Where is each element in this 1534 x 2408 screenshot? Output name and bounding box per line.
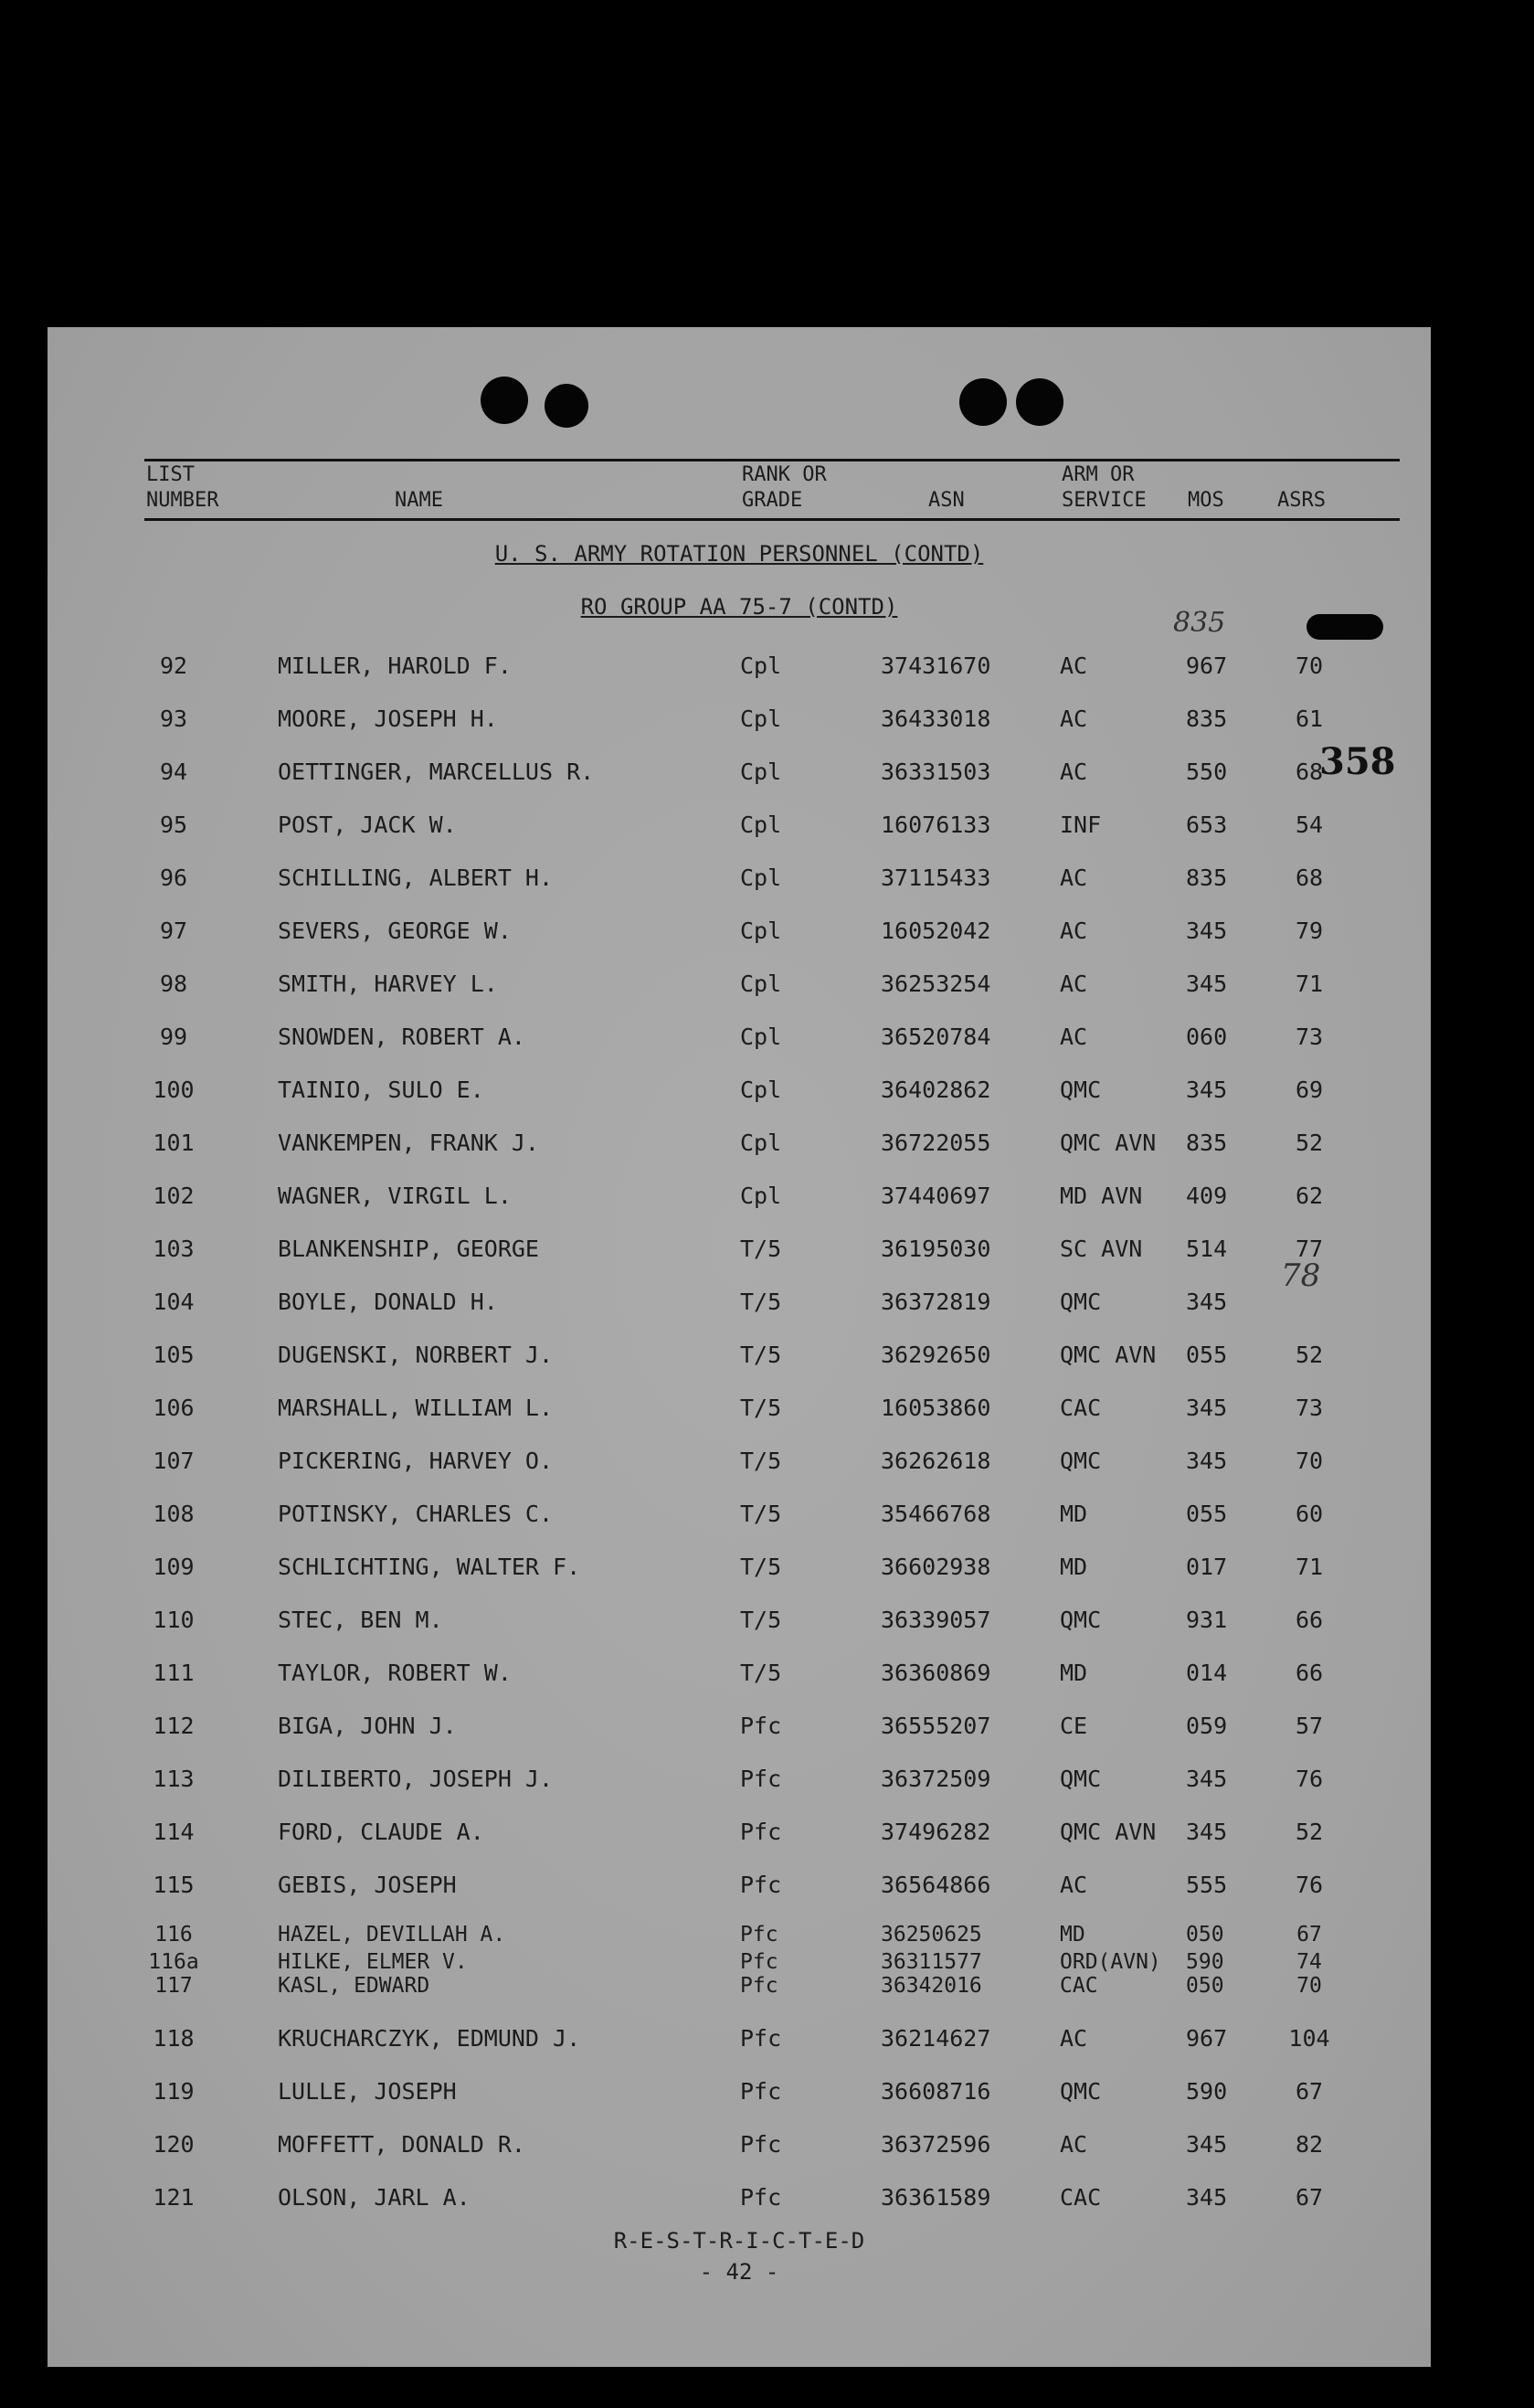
table-row — [48, 1923, 1431, 1952]
punch-hole — [959, 378, 1007, 426]
section-title: U. S. ARMY ROTATION PERSONNEL (CONTD) — [494, 541, 984, 567]
cell-num: 101 — [153, 1130, 195, 1156]
cell-asn: 16053860 — [881, 1395, 991, 1421]
cell-rank: Pfc — [740, 1950, 778, 1974]
cell-name: SMITH, HARVEY L. — [278, 971, 498, 997]
cell-arm: QMC AVN — [1060, 1819, 1157, 1845]
cell-name: SNOWDEN, ROBERT A. — [278, 1024, 525, 1050]
cell-rank: Cpl — [740, 812, 782, 838]
cell-mos: 345 — [1186, 1289, 1228, 1315]
cell-arm: CAC — [1060, 1395, 1102, 1421]
handwritten-mos-correction: 835 — [1173, 607, 1226, 639]
cell-arm: AC — [1060, 1872, 1088, 1898]
group-title: RO GROUP AA 75-7 (CONTD) — [580, 594, 898, 620]
cell-num: 113 — [153, 1766, 195, 1792]
cell-arm: MD — [1060, 1660, 1088, 1686]
cell-asrs: 76 — [1295, 1766, 1324, 1792]
cell-arm: CE — [1060, 1713, 1088, 1739]
cell-rank: Cpl — [740, 652, 782, 679]
cell-rank: Cpl — [740, 971, 782, 997]
cell-arm: MD — [1060, 1923, 1085, 1947]
redaction-mark — [1307, 614, 1383, 640]
cell-name: LULLE, JOSEPH — [278, 2078, 457, 2105]
cell-mos: 345 — [1186, 2131, 1228, 2158]
header-list-number-2: NUMBER — [146, 489, 219, 512]
table-row — [48, 1077, 1431, 1106]
cell-rank: T/5 — [740, 1395, 782, 1421]
cell-rank: Pfc — [740, 1872, 782, 1898]
cell-asn: 35466768 — [881, 1501, 991, 1527]
table-row — [48, 918, 1431, 947]
cell-arm: QMC AVN — [1060, 1130, 1157, 1156]
cell-arm: MD AVN — [1060, 1183, 1143, 1209]
cell-num: 94 — [159, 758, 188, 785]
cell-asn: 36195030 — [881, 1236, 991, 1262]
table-row — [48, 1974, 1431, 2003]
cell-rank: Pfc — [740, 2078, 782, 2105]
cell-rank: Cpl — [740, 1077, 782, 1103]
cell-arm: QMC — [1060, 1607, 1102, 1633]
table-row — [48, 1130, 1431, 1159]
cell-rank: T/5 — [740, 1607, 782, 1633]
cell-name: FORD, CLAUDE A. — [278, 1819, 484, 1845]
cell-asn: 36402862 — [881, 1077, 991, 1103]
cell-num: 118 — [153, 2025, 195, 2052]
cell-rank: T/5 — [740, 1236, 782, 1262]
header-list-number-1: LIST — [146, 463, 195, 486]
cell-mos: 409 — [1186, 1183, 1228, 1209]
cell-num: 109 — [153, 1554, 195, 1580]
cell-asn: 36722055 — [881, 1130, 991, 1156]
cell-asrs: 61 — [1295, 705, 1324, 732]
cell-rank: Pfc — [740, 1974, 778, 1998]
cell-mos: 931 — [1186, 1607, 1228, 1633]
cell-arm: MD — [1060, 1554, 1088, 1580]
table-row — [48, 812, 1431, 841]
cell-mos: 967 — [1186, 2025, 1228, 2052]
cell-arm: QMC — [1060, 2078, 1102, 2105]
cell-rank: Pfc — [740, 1923, 778, 1947]
cell-asrs: 54 — [1295, 812, 1324, 838]
cell-asrs: 73 — [1295, 1395, 1324, 1421]
cell-asn: 37496282 — [881, 1819, 991, 1845]
cell-name: OETTINGER, MARCELLUS R. — [278, 758, 595, 785]
cell-asrs: 71 — [1295, 1554, 1324, 1580]
cell-num: 105 — [153, 1342, 195, 1368]
table-row — [48, 1766, 1431, 1795]
cell-name: HAZEL, DEVILLAH A. — [278, 1923, 506, 1947]
cell-mos: 590 — [1186, 2078, 1228, 2105]
cell-num: 108 — [153, 1501, 195, 1527]
cell-name: SEVERS, GEORGE W. — [278, 918, 512, 944]
cell-name: MOORE, JOSEPH H. — [278, 705, 498, 732]
handwritten-asrs-note: 78 — [1281, 1257, 1321, 1294]
table-row — [48, 1501, 1431, 1530]
cell-asn: 36608716 — [881, 2078, 991, 2105]
table-row — [48, 1448, 1431, 1477]
cell-arm: CAC — [1060, 1974, 1098, 1998]
cell-asrs: 70 — [1296, 1974, 1322, 1998]
cell-name: KRUCHARCZYK, EDMUND J. — [278, 2025, 581, 2052]
cell-mos: 059 — [1186, 1713, 1228, 1739]
cell-name: DUGENSKI, NORBERT J. — [278, 1342, 554, 1368]
cell-num: 95 — [159, 812, 188, 838]
cell-name: HILKE, ELMER V. — [278, 1950, 468, 1974]
cell-asn: 37115433 — [881, 865, 991, 891]
cell-rank: Cpl — [740, 1183, 782, 1209]
cell-num: 103 — [153, 1236, 195, 1262]
table-row — [48, 1289, 1431, 1318]
cell-num: 121 — [153, 2184, 195, 2211]
cell-name: BIGA, JOHN J. — [278, 1713, 457, 1739]
footer-page-number: - 42 - — [699, 2259, 779, 2285]
cell-mos: 555 — [1186, 1872, 1228, 1898]
cell-rank: Cpl — [740, 758, 782, 785]
table-row — [48, 2078, 1431, 2107]
cell-asrs: 66 — [1295, 1607, 1324, 1633]
cell-name: OLSON, JARL A. — [278, 2184, 471, 2211]
cell-mos: 345 — [1186, 1766, 1228, 1792]
cell-asrs: 52 — [1295, 1819, 1324, 1845]
cell-name: VANKEMPEN, FRANK J. — [278, 1130, 539, 1156]
table-row — [48, 705, 1431, 735]
cell-rank: T/5 — [740, 1448, 782, 1474]
cell-asn: 36342016 — [881, 1974, 982, 1998]
cell-num: 110 — [153, 1607, 195, 1633]
cell-asn: 37431670 — [881, 652, 991, 679]
cell-arm: MD — [1060, 1501, 1088, 1527]
cell-name: MILLER, HAROLD F. — [278, 652, 512, 679]
cell-arm: QMC — [1060, 1448, 1102, 1474]
cell-asn: 36262618 — [881, 1448, 991, 1474]
cell-asn: 16076133 — [881, 812, 991, 838]
table-row — [48, 2025, 1431, 2054]
cell-num: 100 — [153, 1077, 195, 1103]
punch-hole — [545, 384, 588, 428]
cell-asrs: 52 — [1295, 1342, 1324, 1368]
cell-asn: 36564866 — [881, 1872, 991, 1898]
header-arm-1: ARM OR — [1062, 463, 1135, 486]
table-row — [48, 1342, 1431, 1371]
cell-num: 92 — [159, 652, 188, 679]
cell-rank: Pfc — [740, 2025, 782, 2052]
cell-asn: 36520784 — [881, 1024, 991, 1050]
cell-mos: 050 — [1186, 1974, 1224, 1998]
cell-arm: AC — [1060, 918, 1088, 944]
cell-asrs: 68 — [1295, 758, 1324, 785]
cell-asrs: 66 — [1295, 1660, 1324, 1686]
cell-rank: Cpl — [740, 1130, 782, 1156]
table-row — [48, 1395, 1431, 1424]
header-name: NAME — [395, 489, 443, 512]
cell-asn: 37440697 — [881, 1183, 991, 1209]
cell-asrs: 60 — [1295, 1501, 1324, 1527]
cell-name: TAYLOR, ROBERT W. — [278, 1660, 512, 1686]
cell-mos: 967 — [1186, 652, 1228, 679]
cell-asn: 36292650 — [881, 1342, 991, 1368]
cell-num: 112 — [153, 1713, 195, 1739]
cell-arm: QMC — [1060, 1077, 1102, 1103]
cell-asrs: 68 — [1295, 865, 1324, 891]
cell-rank: Pfc — [740, 1766, 782, 1792]
cell-rank: Cpl — [740, 918, 782, 944]
cell-num: 104 — [153, 1289, 195, 1315]
footer-classification: R-E-S-T-R-I-C-T-E-D — [613, 2228, 865, 2254]
cell-arm: AC — [1060, 1024, 1088, 1050]
table-row — [48, 1872, 1431, 1901]
cell-rank: Pfc — [740, 1819, 782, 1845]
cell-asn: 36361589 — [881, 2184, 991, 2211]
cell-name: MOFFETT, DONALD R. — [278, 2131, 525, 2158]
table-row — [48, 1183, 1431, 1212]
punch-hole — [1016, 378, 1063, 426]
cell-mos: 345 — [1186, 1448, 1228, 1474]
cell-arm: AC — [1060, 705, 1088, 732]
table-row — [48, 1024, 1431, 1053]
document-page — [48, 327, 1431, 2367]
cell-rank: T/5 — [740, 1660, 782, 1686]
cell-asn: 36372819 — [881, 1289, 991, 1315]
cell-num: 116a — [148, 1950, 199, 1974]
cell-asn: 36339057 — [881, 1607, 991, 1633]
table-row — [48, 2184, 1431, 2213]
cell-rank: Pfc — [740, 1713, 782, 1739]
cell-mos: 345 — [1186, 1819, 1228, 1845]
cell-asn: 36602938 — [881, 1554, 991, 1580]
cell-rank: Cpl — [740, 705, 782, 732]
cell-num: 93 — [159, 705, 188, 732]
cell-arm: AC — [1060, 865, 1088, 891]
cell-num: 98 — [159, 971, 188, 997]
cell-arm: QMC — [1060, 1289, 1102, 1315]
page-stamp: 358 — [1319, 740, 1396, 783]
table-row — [48, 2131, 1431, 2160]
cell-mos: 345 — [1186, 2184, 1228, 2211]
cell-arm: AC — [1060, 971, 1088, 997]
cell-asrs: 70 — [1295, 652, 1324, 679]
table-row — [48, 1236, 1431, 1265]
table-row — [48, 971, 1431, 1000]
header-asrs: ASRS — [1277, 489, 1326, 512]
cell-asn: 36250625 — [881, 1923, 982, 1947]
cell-asn: 36372509 — [881, 1766, 991, 1792]
cell-num: 120 — [153, 2131, 195, 2158]
cell-name: TAINIO, SULO E. — [278, 1077, 484, 1103]
cell-num: 96 — [159, 865, 188, 891]
cell-name: POTINSKY, CHARLES C. — [278, 1501, 554, 1527]
cell-arm: QMC AVN — [1060, 1342, 1157, 1368]
cell-num: 106 — [153, 1395, 195, 1421]
cell-asn: 36331503 — [881, 758, 991, 785]
cell-asrs: 62 — [1295, 1183, 1324, 1209]
cell-asrs: 77 — [1295, 1236, 1324, 1262]
cell-asn: 36372596 — [881, 2131, 991, 2158]
cell-asrs: 52 — [1295, 1130, 1324, 1156]
cell-arm: INF — [1060, 812, 1102, 838]
column-header — [144, 459, 1400, 521]
cell-mos: 514 — [1186, 1236, 1228, 1262]
cell-asrs: 67 — [1296, 1923, 1322, 1947]
cell-mos: 050 — [1186, 1923, 1224, 1947]
cell-mos: 345 — [1186, 1395, 1228, 1421]
cell-asn: 36360869 — [881, 1660, 991, 1686]
cell-rank: Pfc — [740, 2184, 782, 2211]
cell-arm: AC — [1060, 2025, 1088, 2052]
cell-asrs: 104 — [1288, 2025, 1330, 2052]
header-rank-1: RANK OR — [742, 463, 827, 486]
cell-asrs: 71 — [1295, 971, 1324, 997]
punch-hole — [481, 377, 528, 424]
cell-asn: 36555207 — [881, 1713, 991, 1739]
cell-mos: 345 — [1186, 918, 1228, 944]
cell-arm: QMC — [1060, 1766, 1102, 1792]
cell-rank: T/5 — [740, 1342, 782, 1368]
header-arm-2: SERVICE — [1062, 489, 1147, 512]
cell-mos: 060 — [1186, 1024, 1228, 1050]
cell-asrs: 82 — [1295, 2131, 1324, 2158]
table-row — [48, 758, 1431, 788]
cell-asrs: 67 — [1295, 2078, 1324, 2105]
cell-name: PICKERING, HARVEY O. — [278, 1448, 554, 1474]
cell-mos: 055 — [1186, 1342, 1228, 1368]
cell-num: 102 — [153, 1183, 195, 1209]
cell-name: GEBIS, JOSEPH — [278, 1872, 457, 1898]
cell-num: 107 — [153, 1448, 195, 1474]
cell-mos: 835 — [1186, 1130, 1228, 1156]
cell-num: 119 — [153, 2078, 195, 2105]
cell-name: SCHLICHTING, WALTER F. — [278, 1554, 581, 1580]
cell-rank: Cpl — [740, 1024, 782, 1050]
cell-name: BOYLE, DONALD H. — [278, 1289, 498, 1315]
table-row — [48, 652, 1431, 682]
cell-asn: 36433018 — [881, 705, 991, 732]
cell-name: STEC, BEN M. — [278, 1607, 443, 1633]
cell-mos: 014 — [1186, 1660, 1228, 1686]
cell-mos: 835 — [1186, 865, 1228, 891]
cell-asrs: 70 — [1295, 1448, 1324, 1474]
cell-num: 115 — [153, 1872, 195, 1898]
cell-arm: SC AVN — [1060, 1236, 1143, 1262]
cell-name: BLANKENSHIP, GEORGE — [278, 1236, 539, 1262]
cell-asn: 36253254 — [881, 971, 991, 997]
cell-mos: 590 — [1186, 1950, 1224, 1974]
cell-name: SCHILLING, ALBERT H. — [278, 865, 554, 891]
cell-num: 99 — [159, 1024, 188, 1050]
cell-mos: 550 — [1186, 758, 1228, 785]
cell-mos: 345 — [1186, 971, 1228, 997]
cell-asn: 16052042 — [881, 918, 991, 944]
cell-asrs: 69 — [1295, 1077, 1324, 1103]
cell-num: 117 — [154, 1974, 193, 1998]
header-mos: MOS — [1188, 489, 1224, 512]
cell-arm: AC — [1060, 652, 1088, 679]
cell-asrs: 76 — [1295, 1872, 1324, 1898]
cell-asn: 36214627 — [881, 2025, 991, 2052]
cell-rank: T/5 — [740, 1501, 782, 1527]
cell-name: POST, JACK W. — [278, 812, 457, 838]
cell-asrs: 79 — [1295, 918, 1324, 944]
table-row — [48, 1713, 1431, 1742]
table-row — [48, 865, 1431, 894]
header-rank-2: GRADE — [742, 489, 803, 512]
cell-asrs: 73 — [1295, 1024, 1324, 1050]
cell-mos: 835 — [1186, 705, 1228, 732]
table-row — [48, 1660, 1431, 1689]
cell-rank: T/5 — [740, 1289, 782, 1315]
cell-mos: 055 — [1186, 1501, 1228, 1527]
cell-name: KASL, EDWARD — [278, 1974, 430, 1998]
cell-asrs: 57 — [1295, 1713, 1324, 1739]
cell-mos: 017 — [1186, 1554, 1228, 1580]
cell-rank: Pfc — [740, 2131, 782, 2158]
cell-rank: T/5 — [740, 1554, 782, 1580]
cell-rank: Cpl — [740, 865, 782, 891]
cell-name: MARSHALL, WILLIAM L. — [278, 1395, 554, 1421]
cell-arm: CAC — [1060, 2184, 1102, 2211]
table-row — [48, 1554, 1431, 1583]
cell-num: 97 — [159, 918, 188, 944]
cell-num: 114 — [153, 1819, 195, 1845]
cell-num: 116 — [154, 1923, 193, 1947]
cell-arm: AC — [1060, 2131, 1088, 2158]
cell-arm: ORD(AVN) — [1060, 1950, 1161, 1974]
table-row — [48, 1819, 1431, 1848]
cell-name: DILIBERTO, JOSEPH J. — [278, 1766, 554, 1792]
header-asn: ASN — [928, 489, 965, 512]
cell-name: WAGNER, VIRGIL L. — [278, 1183, 512, 1209]
cell-asrs: 67 — [1295, 2184, 1324, 2211]
table-row — [48, 1607, 1431, 1636]
cell-asrs: 74 — [1296, 1950, 1322, 1974]
cell-asn: 36311577 — [881, 1950, 982, 1974]
cell-arm: AC — [1060, 758, 1088, 785]
cell-mos: 653 — [1186, 812, 1228, 838]
cell-mos: 345 — [1186, 1077, 1228, 1103]
cell-num: 111 — [153, 1660, 195, 1686]
